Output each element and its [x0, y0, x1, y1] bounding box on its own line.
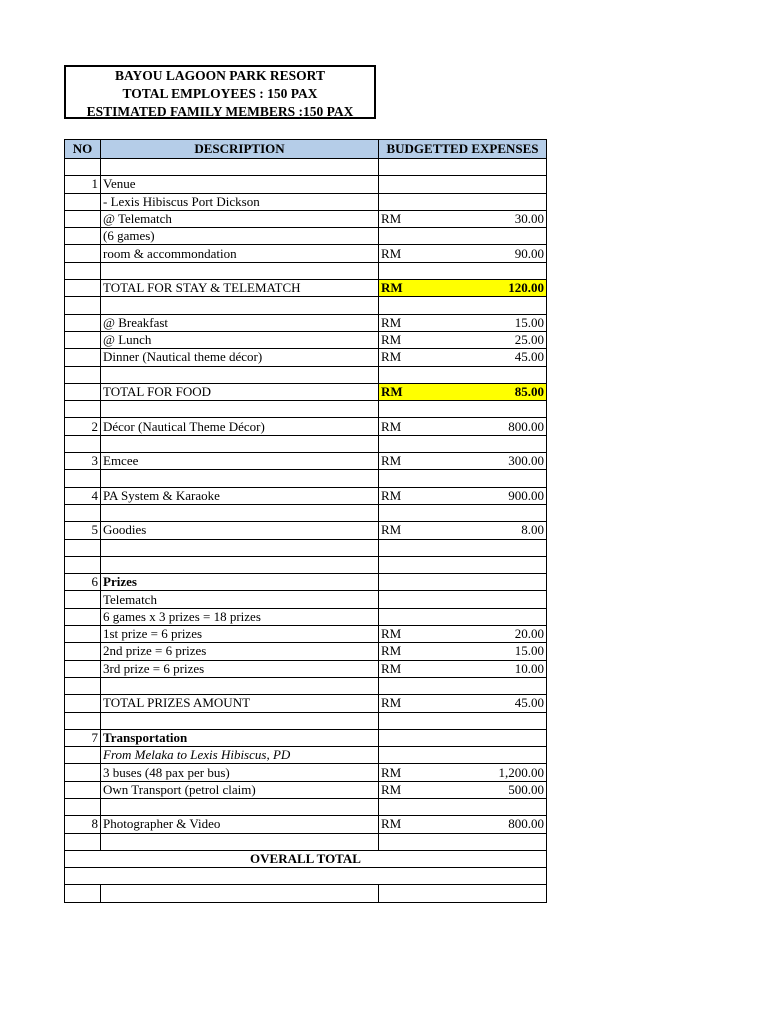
row-number: 1	[65, 176, 101, 193]
table-row	[65, 539, 547, 556]
row-amount	[419, 262, 547, 279]
final-empty-row	[65, 885, 547, 902]
row-number	[65, 764, 101, 781]
budget-table	[64, 139, 547, 903]
row-description	[101, 470, 379, 487]
row-description	[101, 159, 379, 176]
row-number	[65, 626, 101, 643]
final-desc-cell	[101, 885, 379, 902]
row-amount	[419, 539, 547, 556]
row-description: - Lexis Hibiscus Port Dickson	[101, 193, 379, 210]
row-amount	[419, 712, 547, 729]
row-description: 6 games x 3 prizes = 18 prizes	[101, 608, 379, 625]
table-body	[65, 159, 547, 851]
row-description	[101, 712, 379, 729]
row-number	[65, 280, 101, 297]
table-row	[65, 297, 547, 314]
row-amount	[419, 297, 547, 314]
row-number: 4	[65, 487, 101, 504]
table-row	[65, 712, 547, 729]
table-row	[65, 729, 547, 746]
row-description: TOTAL PRIZES AMOUNT	[101, 695, 379, 712]
row-amount	[419, 833, 547, 850]
row-amount: 15.00	[419, 314, 547, 331]
row-currency: RM	[379, 331, 419, 348]
row-description: Décor (Nautical Theme Décor)	[101, 418, 379, 435]
row-currency	[379, 574, 419, 591]
row-description: Own Transport (petrol claim)	[101, 781, 379, 798]
row-description: Emcee	[101, 453, 379, 470]
table-row	[65, 210, 547, 227]
row-description: (6 games)	[101, 228, 379, 245]
row-currency	[379, 401, 419, 418]
row-number	[65, 262, 101, 279]
table-row	[65, 798, 547, 815]
row-amount	[419, 470, 547, 487]
row-amount: 20.00	[419, 626, 547, 643]
header-budgetted-expenses: BUDGETTED EXPENSES	[379, 140, 547, 159]
row-description	[101, 504, 379, 521]
row-description: @ Breakfast	[101, 314, 379, 331]
row-number	[65, 349, 101, 366]
row-description: Venue	[101, 176, 379, 193]
table-row	[65, 556, 547, 573]
total-employees: TOTAL EMPLOYEES : 150 PAX	[122, 86, 318, 101]
table-row	[65, 643, 547, 660]
row-number: 5	[65, 522, 101, 539]
table-row	[65, 626, 547, 643]
row-description: TOTAL FOR FOOD	[101, 383, 379, 400]
row-amount	[419, 591, 547, 608]
row-amount	[419, 574, 547, 591]
row-number	[65, 314, 101, 331]
row-description: @ Telematch	[101, 210, 379, 227]
row-amount	[419, 556, 547, 573]
row-amount	[419, 193, 547, 210]
row-amount: 120.00	[419, 280, 547, 297]
row-number	[65, 833, 101, 850]
row-amount: 800.00	[419, 816, 547, 833]
table-row	[65, 366, 547, 383]
row-number: 8	[65, 816, 101, 833]
row-amount: 800.00	[419, 418, 547, 435]
table-row	[65, 314, 547, 331]
final-amount-cell	[379, 885, 547, 902]
row-amount: 85.00	[419, 383, 547, 400]
row-amount: 30.00	[419, 210, 547, 227]
row-description	[101, 539, 379, 556]
table-row	[65, 764, 547, 781]
row-amount	[419, 504, 547, 521]
row-currency	[379, 435, 419, 452]
row-description: Goodies	[101, 522, 379, 539]
table-row	[65, 781, 547, 798]
row-amount: 900.00	[419, 487, 547, 504]
resort-title: BAYOU LAGOON PARK RESORT	[115, 68, 325, 83]
row-amount	[419, 176, 547, 193]
row-amount: 1,200.00	[419, 764, 547, 781]
table-row	[65, 280, 547, 297]
table-row	[65, 747, 547, 764]
row-number	[65, 401, 101, 418]
row-number	[65, 781, 101, 798]
row-amount: 500.00	[419, 781, 547, 798]
row-currency: RM	[379, 210, 419, 227]
row-amount: 45.00	[419, 695, 547, 712]
row-description: Prizes	[101, 574, 379, 591]
overall-total-label: OVERALL TOTAL	[65, 850, 547, 867]
row-currency: RM	[379, 349, 419, 366]
row-currency	[379, 729, 419, 746]
row-currency: RM	[379, 418, 419, 435]
row-currency	[379, 193, 419, 210]
row-description	[101, 435, 379, 452]
row-number	[65, 470, 101, 487]
row-amount: 90.00	[419, 245, 547, 262]
row-currency	[379, 798, 419, 815]
table-row	[65, 608, 547, 625]
row-currency: RM	[379, 816, 419, 833]
row-currency	[379, 591, 419, 608]
header-box	[64, 65, 376, 119]
table-row	[65, 660, 547, 677]
row-amount	[419, 798, 547, 815]
row-description: PA System & Karaoke	[101, 487, 379, 504]
row-currency	[379, 677, 419, 694]
row-currency: RM	[379, 487, 419, 504]
row-amount	[419, 366, 547, 383]
table-row	[65, 522, 547, 539]
row-amount	[419, 677, 547, 694]
row-number	[65, 245, 101, 262]
row-currency: RM	[379, 781, 419, 798]
overall-total-row	[65, 850, 547, 867]
row-number	[65, 643, 101, 660]
row-currency	[379, 833, 419, 850]
row-currency: RM	[379, 660, 419, 677]
row-description: @ Lunch	[101, 331, 379, 348]
row-amount: 8.00	[419, 522, 547, 539]
table-row	[65, 453, 547, 470]
row-description: 2nd prize = 6 prizes	[101, 643, 379, 660]
row-number	[65, 228, 101, 245]
row-currency: RM	[379, 764, 419, 781]
row-amount	[419, 401, 547, 418]
row-number	[65, 660, 101, 677]
row-description	[101, 297, 379, 314]
row-number	[65, 366, 101, 383]
row-currency	[379, 556, 419, 573]
final-no-cell	[65, 885, 101, 902]
row-description: From Melaka to Lexis Hibiscus, PD	[101, 747, 379, 764]
row-number	[65, 193, 101, 210]
row-number	[65, 747, 101, 764]
row-currency	[379, 262, 419, 279]
header-description: DESCRIPTION	[101, 140, 379, 159]
row-number: 2	[65, 418, 101, 435]
row-amount	[419, 729, 547, 746]
row-description: TOTAL FOR STAY & TELEMATCH	[101, 280, 379, 297]
row-currency: RM	[379, 245, 419, 262]
table-row	[65, 833, 547, 850]
table-row	[65, 435, 547, 452]
table-row	[65, 401, 547, 418]
row-currency	[379, 228, 419, 245]
row-number	[65, 798, 101, 815]
header-no: NO	[65, 140, 101, 159]
row-currency: RM	[379, 314, 419, 331]
row-amount: 45.00	[419, 349, 547, 366]
row-description: 1st prize = 6 prizes	[101, 626, 379, 643]
row-amount: 25.00	[419, 331, 547, 348]
row-number	[65, 556, 101, 573]
table-row	[65, 487, 547, 504]
row-amount: 10.00	[419, 660, 547, 677]
row-amount	[419, 228, 547, 245]
row-currency: RM	[379, 383, 419, 400]
row-number: 6	[65, 574, 101, 591]
row-number	[65, 695, 101, 712]
row-amount	[419, 159, 547, 176]
row-currency	[379, 608, 419, 625]
row-description: Dinner (Nautical theme décor)	[101, 349, 379, 366]
row-currency: RM	[379, 522, 419, 539]
row-description: 3 buses (48 pax per bus)	[101, 764, 379, 781]
row-currency	[379, 366, 419, 383]
table-row	[65, 695, 547, 712]
row-currency: RM	[379, 280, 419, 297]
table-row	[65, 193, 547, 210]
row-amount: 300.00	[419, 453, 547, 470]
row-description: Telematch	[101, 591, 379, 608]
row-description	[101, 798, 379, 815]
table-row	[65, 470, 547, 487]
row-number: 7	[65, 729, 101, 746]
row-description	[101, 833, 379, 850]
row-currency	[379, 747, 419, 764]
row-currency: RM	[379, 626, 419, 643]
table-row	[65, 349, 547, 366]
table-row	[65, 591, 547, 608]
row-description	[101, 677, 379, 694]
row-amount	[419, 435, 547, 452]
row-description	[101, 556, 379, 573]
row-number	[65, 435, 101, 452]
row-number	[65, 608, 101, 625]
row-number	[65, 210, 101, 227]
table-row	[65, 176, 547, 193]
table-row	[65, 331, 547, 348]
table-row	[65, 262, 547, 279]
row-currency	[379, 539, 419, 556]
table-row	[65, 159, 547, 176]
row-description: 3rd prize = 6 prizes	[101, 660, 379, 677]
row-currency	[379, 504, 419, 521]
row-currency	[379, 159, 419, 176]
table-row	[65, 228, 547, 245]
row-number	[65, 591, 101, 608]
row-description	[101, 401, 379, 418]
row-description	[101, 262, 379, 279]
row-currency	[379, 470, 419, 487]
row-description: Transportation	[101, 729, 379, 746]
row-number	[65, 383, 101, 400]
table-row	[65, 677, 547, 694]
table-row	[65, 245, 547, 262]
row-number	[65, 159, 101, 176]
row-amount: 15.00	[419, 643, 547, 660]
spacer-row	[65, 868, 547, 885]
row-currency: RM	[379, 695, 419, 712]
table-row	[65, 383, 547, 400]
row-description: Photographer & Video	[101, 816, 379, 833]
row-number	[65, 539, 101, 556]
row-number: 3	[65, 453, 101, 470]
row-amount	[419, 747, 547, 764]
row-description	[101, 366, 379, 383]
row-currency	[379, 176, 419, 193]
row-number	[65, 677, 101, 694]
row-currency: RM	[379, 643, 419, 660]
row-number	[65, 504, 101, 521]
row-currency	[379, 297, 419, 314]
row-currency	[379, 712, 419, 729]
table-header-row	[65, 140, 547, 159]
table-row	[65, 504, 547, 521]
row-description: room & accommondation	[101, 245, 379, 262]
table-row	[65, 816, 547, 833]
row-amount	[419, 608, 547, 625]
row-number	[65, 297, 101, 314]
row-number	[65, 331, 101, 348]
estimated-family: ESTIMATED FAMILY MEMBERS :150 PAX	[86, 104, 354, 119]
table-row	[65, 574, 547, 591]
table-row	[65, 418, 547, 435]
row-number	[65, 712, 101, 729]
row-currency: RM	[379, 453, 419, 470]
